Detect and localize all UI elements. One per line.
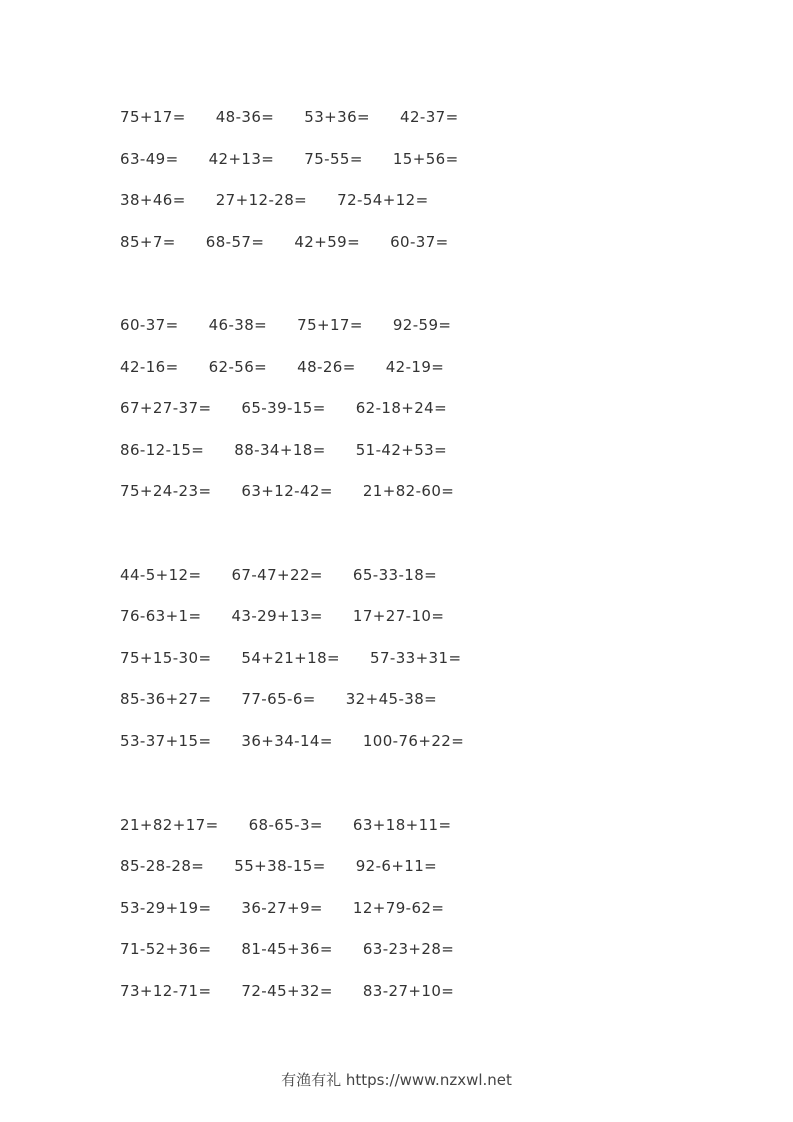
arithmetic-problem: 83-27+10= (362, 982, 455, 1000)
arithmetic-problem: 67-47+22= (231, 566, 323, 584)
problem-row (120, 815, 481, 835)
arithmetic-problem: 44-5+12= (120, 566, 202, 584)
arithmetic-problem: 38+46= (120, 191, 186, 209)
arithmetic-problem: 68-57= (205, 233, 265, 251)
arithmetic-problem: 85+7= (120, 233, 176, 251)
problem-row (120, 731, 494, 751)
arithmetic-problem: 43-29+13= (231, 607, 323, 625)
arithmetic-problem: 75+15-30= (120, 649, 212, 667)
arithmetic-problem: 85-36+27= (120, 690, 212, 708)
arithmetic-problem: 46-38= (208, 316, 268, 334)
arithmetic-problem: 76-63+1= (120, 607, 202, 625)
arithmetic-problem: 42+59= (294, 233, 361, 251)
arithmetic-problem: 65-33-18= (352, 566, 438, 584)
arithmetic-problem: 53-29+19= (120, 899, 212, 917)
arithmetic-problem: 63-49= (120, 150, 179, 168)
arithmetic-problem: 54+21+18= (241, 649, 340, 667)
arithmetic-problem: 55+38-15= (234, 857, 326, 875)
arithmetic-problem: 75-55= (304, 150, 363, 168)
problem-row (120, 398, 477, 418)
arithmetic-problem: 42+13= (208, 150, 275, 168)
problem-row (120, 606, 474, 626)
arithmetic-problem: 81-45+36= (241, 940, 333, 958)
arithmetic-problem: 60-37= (120, 316, 179, 334)
arithmetic-problem: 72-45+32= (241, 982, 333, 1000)
arithmetic-problem: 36-27+9= (241, 899, 323, 917)
arithmetic-problem: 36+34-14= (241, 732, 333, 750)
arithmetic-problem: 71-52+36= (120, 940, 212, 958)
arithmetic-problem: 85-28-28= (120, 857, 205, 875)
problem-row (120, 856, 467, 876)
problem-row (120, 481, 484, 501)
arithmetic-problem: 53+36= (304, 108, 370, 126)
arithmetic-problem: 72-54+12= (337, 191, 429, 209)
problem-row (120, 149, 489, 169)
arithmetic-problem: 48-36= (215, 108, 275, 126)
arithmetic-problem: 17+27-10= (352, 607, 445, 625)
arithmetic-problem: 60-37= (390, 233, 449, 251)
problem-row (120, 898, 474, 918)
arithmetic-problem: 42-16= (120, 358, 179, 376)
arithmetic-problem: 32+45-38= (345, 690, 438, 708)
arithmetic-problem: 65-39-15= (241, 399, 326, 417)
arithmetic-problem: 75+17= (120, 108, 186, 126)
arithmetic-problem: 67+27-37= (120, 399, 212, 417)
arithmetic-problem: 12+79-62= (352, 899, 445, 917)
arithmetic-problem: 100-76+22= (362, 732, 465, 750)
arithmetic-problem: 57-33+31= (370, 649, 462, 667)
arithmetic-problem: 92-6+11= (355, 857, 438, 875)
arithmetic-problem: 21+82-60= (362, 482, 455, 500)
arithmetic-problem: 62-56= (208, 358, 268, 376)
problem-row (120, 107, 489, 127)
arithmetic-problem: 73+12-71= (120, 982, 212, 1000)
arithmetic-problem: 15+56= (392, 150, 459, 168)
arithmetic-problem: 86-12-15= (120, 441, 205, 459)
arithmetic-problem: 62-18+24= (355, 399, 448, 417)
problem-row (120, 440, 477, 460)
problem-row (120, 190, 459, 210)
problem-row (120, 232, 479, 252)
arithmetic-problem: 42-37= (400, 108, 459, 126)
arithmetic-problem: 21+82+17= (120, 816, 219, 834)
arithmetic-problem: 63+12-42= (241, 482, 333, 500)
arithmetic-problem: 68-65-3= (248, 816, 323, 834)
problem-row (120, 357, 474, 377)
arithmetic-problem: 51-42+53= (355, 441, 448, 459)
arithmetic-problem: 75+24-23= (120, 482, 212, 500)
problem-row (120, 689, 467, 709)
arithmetic-problem: 92-59= (392, 316, 452, 334)
arithmetic-problem: 42-19= (385, 358, 445, 376)
arithmetic-problem: 88-34+18= (234, 441, 326, 459)
arithmetic-problem: 63+18+11= (352, 816, 452, 834)
arithmetic-problem: 48-26= (297, 358, 356, 376)
arithmetic-problem: 27+12-28= (215, 191, 308, 209)
problem-row (120, 565, 467, 585)
footer-watermark: 有渔有礼 https://www.nzxwl.net (281, 1071, 512, 1089)
problem-row (120, 981, 484, 1001)
problem-row (120, 315, 481, 335)
arithmetic-problem: 53-37+15= (120, 732, 212, 750)
problem-row (120, 648, 491, 668)
arithmetic-problem: 77-65-6= (241, 690, 316, 708)
arithmetic-problem: 75+17= (297, 316, 363, 334)
arithmetic-problem: 63-23+28= (362, 940, 455, 958)
problem-row (120, 939, 484, 959)
